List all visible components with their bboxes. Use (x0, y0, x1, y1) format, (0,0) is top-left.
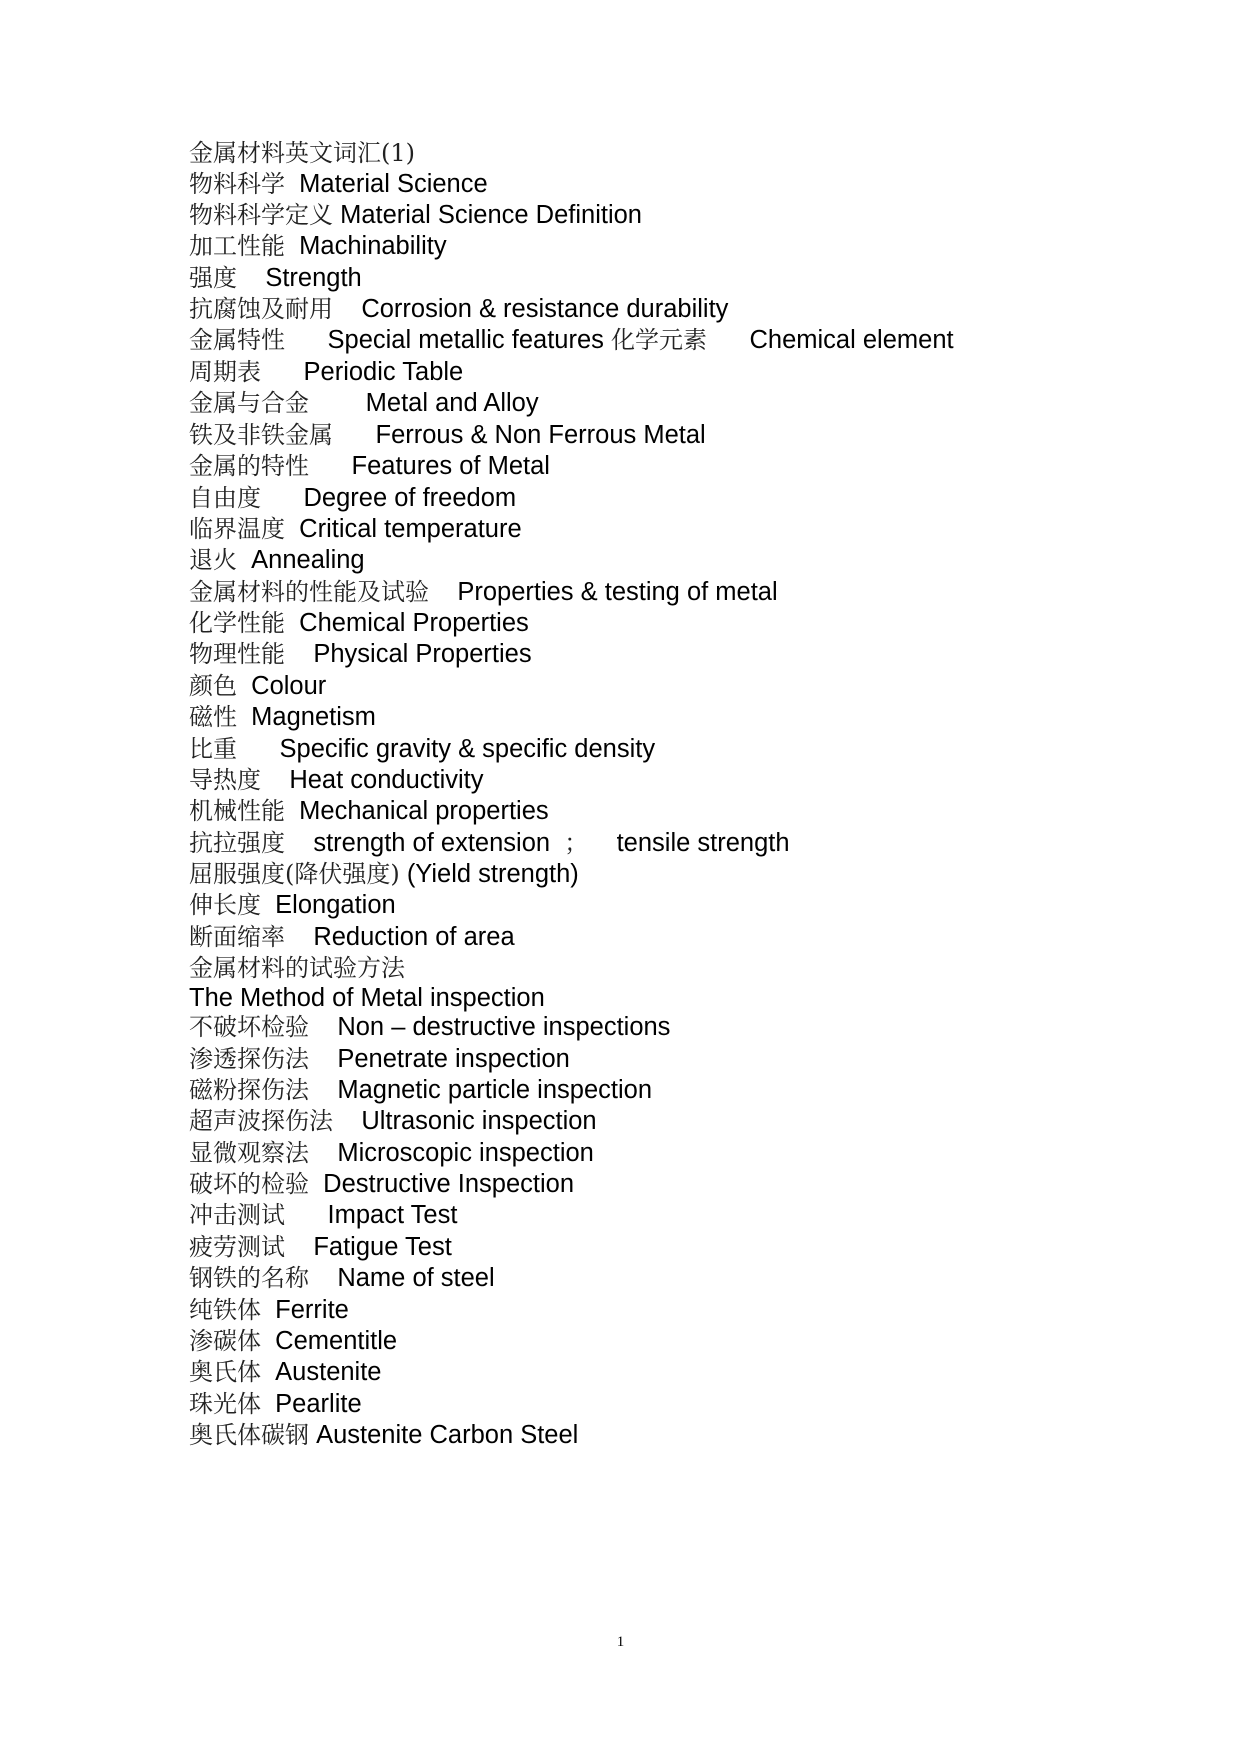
glossary-line (189, 1418, 578, 1452)
chinese-term: 渗碳体 (189, 1327, 261, 1355)
chinese-term: 钢铁的名称 (189, 1264, 309, 1292)
chinese-term: 化学元素 (610, 326, 707, 354)
chinese-term: 自由度 (189, 484, 261, 512)
english-term: Penetrate inspection (309, 1045, 570, 1073)
chinese-term: 超声波探伤法 (189, 1107, 333, 1135)
chinese-term: 不破坏检验 (189, 1013, 309, 1041)
english-term: Properties & testing of metal (429, 578, 778, 606)
glossary-line (189, 1355, 382, 1389)
chinese-term: 抗拉强度 (189, 829, 285, 857)
english-term: Magnetism (237, 703, 376, 731)
chinese-term: 断面缩率 (189, 923, 285, 951)
chinese-term: 金属材料英文词汇(1) (189, 139, 415, 167)
glossary-line (189, 449, 550, 483)
glossary-line (189, 167, 488, 201)
chinese-term: 化学性能 (189, 609, 285, 637)
glossary-line (189, 1104, 597, 1138)
chinese-term: 抗腐蚀及耐用 (189, 295, 333, 323)
chinese-term: 机械性能 (189, 797, 285, 825)
english-term: Mechanical properties (285, 797, 549, 825)
glossary-line (189, 669, 326, 703)
glossary-line (189, 355, 463, 389)
chinese-term: 渗透探伤法 (189, 1045, 309, 1073)
chinese-term: 临界温度 (189, 515, 285, 543)
chinese-term: 金属材料的试验方法 (189, 954, 405, 982)
glossary-line (189, 543, 365, 577)
english-term: Corrosion & resistance durability (333, 295, 729, 323)
glossary-line (189, 1167, 574, 1201)
english-term: Magnetic particle inspection (309, 1076, 653, 1104)
chinese-term: 退火 (189, 546, 237, 574)
chinese-term: 疲劳测试 (189, 1233, 285, 1261)
english-term: Pearlite (261, 1390, 362, 1418)
chinese-term: 显微观察法 (189, 1139, 309, 1167)
english-term: Colour (237, 672, 327, 700)
english-term: Elongation (261, 891, 396, 919)
english-term: Austenite (261, 1358, 382, 1386)
chinese-term: 加工性能 (189, 232, 285, 260)
english-term: Special metallic features (285, 326, 611, 354)
english-term: Specific gravity & specific density (237, 735, 656, 763)
chinese-term: 颜色 (189, 672, 237, 700)
glossary-line (189, 292, 728, 326)
english-term: Reduction of area (285, 923, 515, 951)
english-term: Non – destructive inspections (309, 1013, 671, 1041)
chinese-term: 金属材料的性能及试验 (189, 578, 429, 606)
english-term: Material Science Definition (333, 201, 642, 229)
english-term: strength of extension (285, 829, 565, 857)
english-term: Impact Test (285, 1201, 458, 1229)
glossary-line (189, 481, 516, 515)
english-term: Machinability (285, 232, 447, 260)
english-term: Metal and Alloy (309, 389, 539, 417)
english-term: Cementitle (261, 1327, 398, 1355)
english-term: (Yield strength) (399, 860, 579, 888)
english-term: Austenite Carbon Steel (309, 1421, 579, 1449)
glossary-line (189, 888, 396, 922)
glossary-line (189, 261, 362, 295)
chinese-term: 金属特性 (189, 326, 285, 354)
chinese-term: 珠光体 (189, 1390, 261, 1418)
english-term: Critical temperature (285, 515, 522, 543)
glossary-line (189, 1261, 495, 1295)
chinese-term: 物理性能 (189, 640, 285, 668)
glossary-line (189, 575, 778, 609)
glossary-line (189, 1324, 397, 1358)
glossary-line (189, 512, 522, 546)
glossary-line (189, 1293, 349, 1327)
glossary-line (189, 606, 529, 640)
chinese-term: 磁性 (189, 703, 237, 731)
english-term: Material Science (285, 170, 488, 198)
english-term: Ultrasonic inspection (333, 1107, 597, 1135)
english-term: Chemical element (706, 326, 954, 354)
english-term: Periodic Table (261, 358, 464, 386)
chinese-term: 冲击测试 (189, 1201, 285, 1229)
glossary-line (189, 732, 655, 766)
english-term: Destructive Inspection (309, 1170, 575, 1198)
glossary-line (189, 1387, 362, 1421)
page-number: 1 (616, 1634, 625, 1650)
glossary-line (189, 857, 579, 891)
glossary-line (189, 323, 954, 357)
chinese-term: ； (564, 829, 589, 857)
english-term: The Method of Metal inspection (189, 984, 545, 1012)
chinese-term: 导热度 (189, 766, 261, 794)
chinese-term: 物料科学 (189, 170, 285, 198)
english-term: Degree of freedom (261, 484, 517, 512)
glossary-line (189, 794, 549, 828)
chinese-term: 破坏的检验 (189, 1170, 309, 1198)
english-term: Ferrous & Non Ferrous Metal (333, 421, 706, 449)
glossary-line (189, 386, 539, 420)
chinese-term: 金属与合金 (189, 389, 309, 417)
english-term: Ferrite (261, 1296, 349, 1324)
chinese-term: 铁及非铁金属 (189, 421, 333, 449)
glossary-line (189, 136, 415, 170)
english-term: Annealing (237, 546, 365, 574)
chinese-term: 磁粉探伤法 (189, 1076, 309, 1104)
english-term: Chemical Properties (285, 609, 529, 637)
glossary-line (189, 826, 790, 860)
glossary-line (189, 763, 484, 797)
glossary-line (189, 198, 642, 232)
chinese-term: 伸长度 (189, 891, 261, 919)
chinese-term: 周期表 (189, 358, 261, 386)
chinese-term: 奥氏体 (189, 1358, 261, 1386)
glossary-line (189, 1010, 670, 1044)
chinese-term: 金属的特性 (189, 452, 309, 480)
glossary-line (189, 418, 706, 452)
english-term: Heat conductivity (261, 766, 484, 794)
glossary-line (189, 1136, 594, 1170)
glossary-line (189, 700, 376, 734)
english-term: Strength (237, 264, 362, 292)
glossary-line (189, 229, 447, 263)
chinese-term: 奥氏体碳钢 (189, 1421, 309, 1449)
glossary-line (189, 951, 405, 985)
glossary-line (189, 1230, 452, 1264)
chinese-term: 物料科学定义 (189, 201, 333, 229)
glossary-line (189, 637, 532, 671)
english-term: Name of steel (309, 1264, 495, 1292)
glossary-line (189, 920, 515, 954)
english-term: Microscopic inspection (309, 1139, 594, 1167)
glossary-line (189, 1198, 457, 1232)
glossary-line (189, 1073, 652, 1107)
chinese-term: 强度 (189, 264, 237, 292)
english-term: Fatigue Test (285, 1233, 452, 1261)
english-term: Physical Properties (285, 640, 532, 668)
chinese-term: 屈服强度(降伏强度) (189, 860, 400, 888)
chinese-term: 比重 (189, 735, 237, 763)
chinese-term: 纯铁体 (189, 1296, 261, 1324)
english-term: Features of Metal (309, 452, 550, 480)
english-term: tensile strength (588, 829, 790, 857)
glossary-line (189, 1042, 570, 1076)
